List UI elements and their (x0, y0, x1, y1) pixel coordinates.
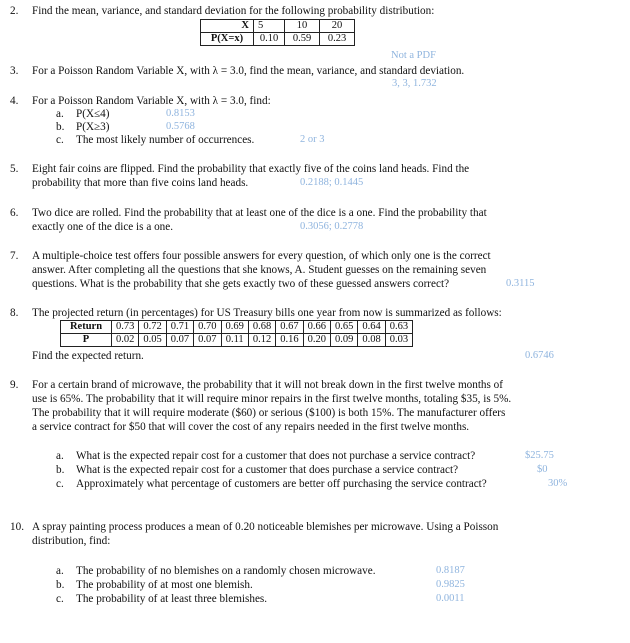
table-cell: 0.07 (194, 334, 221, 347)
table-cell: 0.66 (303, 321, 330, 334)
table-cell: Return (61, 321, 112, 334)
question-number: 6. (10, 207, 19, 219)
table-cell: 5 (254, 20, 285, 33)
question-text: A spray painting process produces a mean of 0.20 noticeable blemishes per microwave. Using a Poisson (32, 521, 499, 533)
table-row (201, 20, 355, 33)
answer: 0.6746 (525, 350, 554, 361)
table-cell: 0.68 (248, 321, 275, 334)
question-number: 4. (10, 95, 19, 107)
table-cell: 0.08 (358, 334, 385, 347)
question-text: For a Poisson Random Variable X, with λ = 3.0, find the mean, variance, and standard deviation. (32, 65, 465, 77)
question-text: The projected return (in percentages) for US Treasury bills one year from now is summarized as follows: (32, 307, 502, 319)
answer: $25.75 (525, 450, 554, 461)
question-text: probability that more than five coins land heads. (32, 177, 249, 189)
table-cell: 0.64 (358, 321, 385, 334)
table-cell: 0.03 (385, 334, 412, 347)
question-number: 8. (10, 307, 19, 319)
return-table (60, 320, 413, 347)
question-text: exactly one of the dice is a one. (32, 221, 174, 233)
question-text: answer. After completing all the questions that she knows, A. Student guesses on the remaining seven (32, 264, 487, 276)
question-text: questions. What is the probability that she gets exactly two of these guessed answers correct? (32, 278, 450, 290)
question-text: The probability that it will require moderate ($60) or serious ($100) is both 15%. The manufacturer offers (32, 407, 506, 419)
table-cell: 0.23 (320, 33, 355, 46)
question-text: a service contract for $50 that will cover the cost of any repairs needed in the first twelve months. (32, 421, 470, 433)
table-cell: 0.70 (194, 321, 221, 334)
table-cell: 10 (285, 20, 320, 33)
table-cell: 0.11 (221, 334, 248, 347)
table-cell: 0.05 (139, 334, 166, 347)
table-cell: 0.20 (303, 334, 330, 347)
answer: $0 (537, 464, 548, 475)
question-text: For a Poisson Random Variable X, with λ = 3.0, find: (32, 95, 271, 107)
question-number: 7. (10, 250, 19, 262)
question-text: Eight fair coins are flipped. Find the probability that exactly five of the coins land heads. Find the (32, 163, 470, 175)
answer: 0.3115 (506, 278, 535, 289)
table-cell: 0.73 (112, 321, 139, 334)
table-cell: 0.09 (331, 334, 358, 347)
question-number: 10. (10, 521, 24, 533)
question-number: 9. (10, 379, 19, 391)
table-cell: 0.63 (385, 321, 412, 334)
question-text: Two dice are rolled. Find the probability that at least one of the dice is a one. Find the probability that (32, 207, 487, 219)
table-cell: 0.72 (139, 321, 166, 334)
question-text: For a certain brand of microwave, the probability that it will not break down in the first twelve months of (32, 379, 504, 391)
answer: 30% (548, 478, 568, 489)
answer: 3, 3, 1.732 (392, 78, 437, 89)
answer: 0.2188; 0.1445 (300, 177, 364, 188)
table-cell: 0.16 (276, 334, 303, 347)
table-cell: 0.67 (276, 321, 303, 334)
question-text: Find the mean, variance, and standard deviation for the following probability distribution: (32, 5, 435, 17)
answer: 0.8153 (166, 108, 195, 119)
answer: 0.0011 (436, 593, 465, 604)
table-cell: 0.10 (254, 33, 285, 46)
question-text: Find the expected return. (32, 350, 144, 362)
distribution-table (200, 19, 355, 46)
table-cell: 0.07 (166, 334, 193, 347)
answer: 2 or 3 (300, 134, 325, 145)
answer: 0.9825 (436, 579, 465, 590)
answer: 0.8187 (436, 565, 465, 576)
table-cell: 0.02 (112, 334, 139, 347)
table-cell: 0.59 (285, 33, 320, 46)
table-row (61, 334, 413, 347)
table-row (201, 33, 355, 46)
table-cell: 20 (320, 20, 355, 33)
answer: 0.3056; 0.2778 (300, 221, 364, 232)
table-cell: X (201, 20, 254, 33)
table-cell: 0.71 (166, 321, 193, 334)
question-number: 5. (10, 163, 19, 175)
question-number: 2. (10, 5, 19, 17)
table-row (61, 321, 413, 334)
question-number: 3. (10, 65, 19, 77)
table-cell: 0.12 (248, 334, 275, 347)
table-cell: 0.65 (331, 321, 358, 334)
question-text: A multiple-choice test offers four possible answers for every question, of which only one is the correct (32, 250, 491, 262)
question-text: distribution, find: (32, 535, 111, 547)
table-cell: P (61, 334, 112, 347)
question-text: use is 65%. The probability that it will require minor repairs in the first twelve months, totaling $35, is 5%. (32, 393, 512, 405)
answer: 0.5768 (166, 121, 195, 132)
table-cell: P(X=x) (201, 33, 254, 46)
answer: Not a PDF (391, 50, 436, 61)
table-cell: 0.69 (221, 321, 248, 334)
